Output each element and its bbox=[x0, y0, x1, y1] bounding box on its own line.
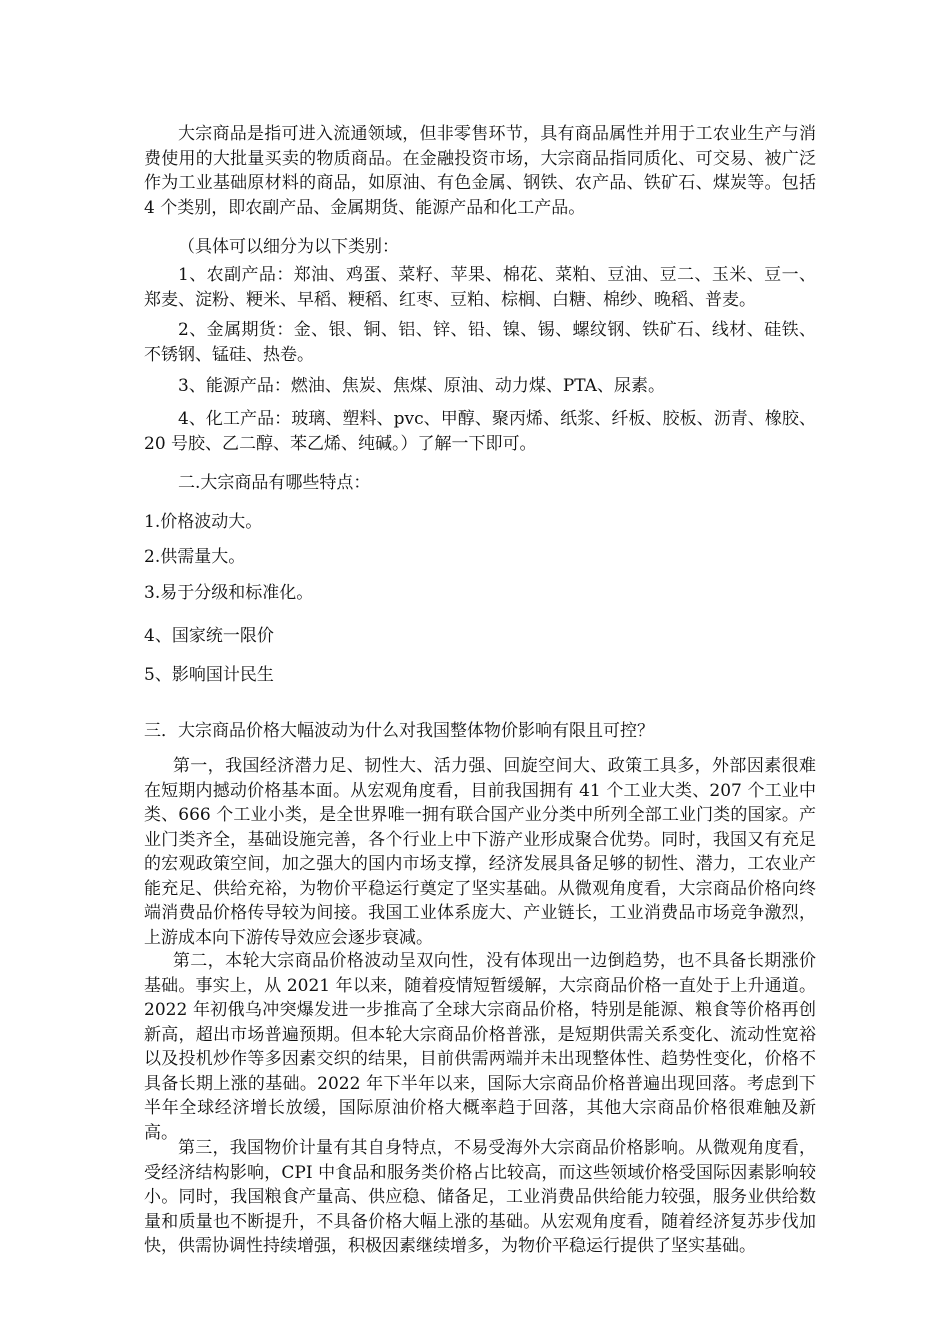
intro-paragraph: 大宗商品是指可进入流通领域，但非零售环节，具有商品属性并用于工农业生产与消费使用的大批量买卖的物质商品。在金融投资市场，大宗商品指同质化、可交易、被广泛作为工业基础原材料的商品，如原油、有色金属、钢铁、农产品、铁矿石、煤炭等。包括 4 个类别，即农副产品、金属期货、能源产品和化工产品。 bbox=[144, 124, 816, 218]
section3-paragraph-3: 第三，我国物价计量有其自身特点，不易受海外大宗商品价格影响。从微观角度看，受经济结构影响，CPI 中食品和服务类价格占比较高，而这些领域价格受国际因素影响较小。同时，我国粮食产量高、供应稳、储备足，工业消费品供给能力较强，服务业供给数量和质量也不断提升，不具备价格大幅上涨的基础。从宏观角度看，随着经济复苏步伐加快，供需协调性持续增强，积极因素继续增多，为物价平稳运行提供了坚实基础。 bbox=[144, 1138, 816, 1256]
section3-paragraph-1: 第一，我国经济潜力足、韧性大、活力强、回旋空间大、政策工具多，外部因素很难在短期内撼动价格基本面。从宏观角度看，目前我国拥有 41 个工业大类、207 个工业中类、666 个工业小类，是全世界唯一拥有联合国产业分类中所列全部工业门类的国家。产业门类齐全，基础设施完善，各个行业上中下游产业形成聚合优势。同时，我国又有充足的宏观政策空间，加之强大的国内市场支撑，经济发展具备足够的韧性、潜力，工农业产能充足、供给充裕，为物价平稳运行奠定了坚实基础。从微观角度看，大宗商品价格向终端消费品价格传导较为间接。我国工业体系庞大、产业链长，工业消费品市场竞争激烈，上游成本向下游传导效应会逐步衰减。 bbox=[144, 756, 816, 948]
category-energy: 3、能源产品：燃油、焦炭、焦煤、原油、动力煤、PTA、尿素。 bbox=[178, 376, 665, 396]
feature-item: 5、影响国计民生 bbox=[144, 665, 274, 685]
section3-title: 三．大宗商品价格大幅波动为什么对我国整体物价影响有限且可控？ bbox=[144, 721, 654, 741]
category-chemical: 4、化工产品：玻璃、塑料、pvc、甲醇、聚丙烯、纸浆、纤板、胶板、沥青、橡胶、20 号胶、乙二醇、苯乙烯、纯碱。）了解一下即可。 bbox=[144, 409, 816, 454]
section2-title: 二.大宗商品有哪些特点： bbox=[178, 473, 371, 493]
feature-item: 2.供需量大。 bbox=[144, 547, 246, 567]
subcategory-intro: （具体可以细分为以下类别： bbox=[178, 237, 399, 257]
category-agricultural: 1、农副产品：郑油、鸡蛋、菜籽、苹果、棉花、菜粕、豆油、豆二、玉米、豆一、郑麦、淀粉、粳米、早稻、粳稻、红枣、豆粕、棕榈、白糖、棉纱、晚稻、普麦。 bbox=[144, 265, 816, 310]
feature-item: 1.价格波动大。 bbox=[144, 512, 263, 532]
feature-item: 3.易于分级和标准化。 bbox=[144, 583, 314, 603]
category-metals: 2、金属期货：金、银、铜、铝、锌、铅、镍、锡、螺纹钢、铁矿石、线材、硅铁、不锈钢、锰硅、热卷。 bbox=[144, 320, 816, 365]
feature-item: 4、国家统一限价 bbox=[144, 626, 274, 646]
section3-paragraph-2: 第二，本轮大宗商品价格波动呈双向性，没有体现出一边倒趋势，也不具备长期涨价基础。事实上，从 2021 年以来，随着疫情短暂缓解，大宗商品价格一直处于上升通道。2022 年初俄乌冲突爆发进一步推高了全球大宗商品价格，特别是能源、粮食等价格再创新高，超出市场普遍预期。但本轮大宗商品价格普涨，是短期供需关系变化、流动性宽裕以及投机炒作等多因素交织的结果，目前供需两端并未出现整体性、趋势性变化，价格不具备长期上涨的基础。2022 年下半年以来，国际大宗商品价格普遍出现回落。考虑到下半年全球经济增长放缓，国际原油价格大概率趋于回落，其他大宗商品价格很难触及新高。 bbox=[144, 951, 816, 1143]
